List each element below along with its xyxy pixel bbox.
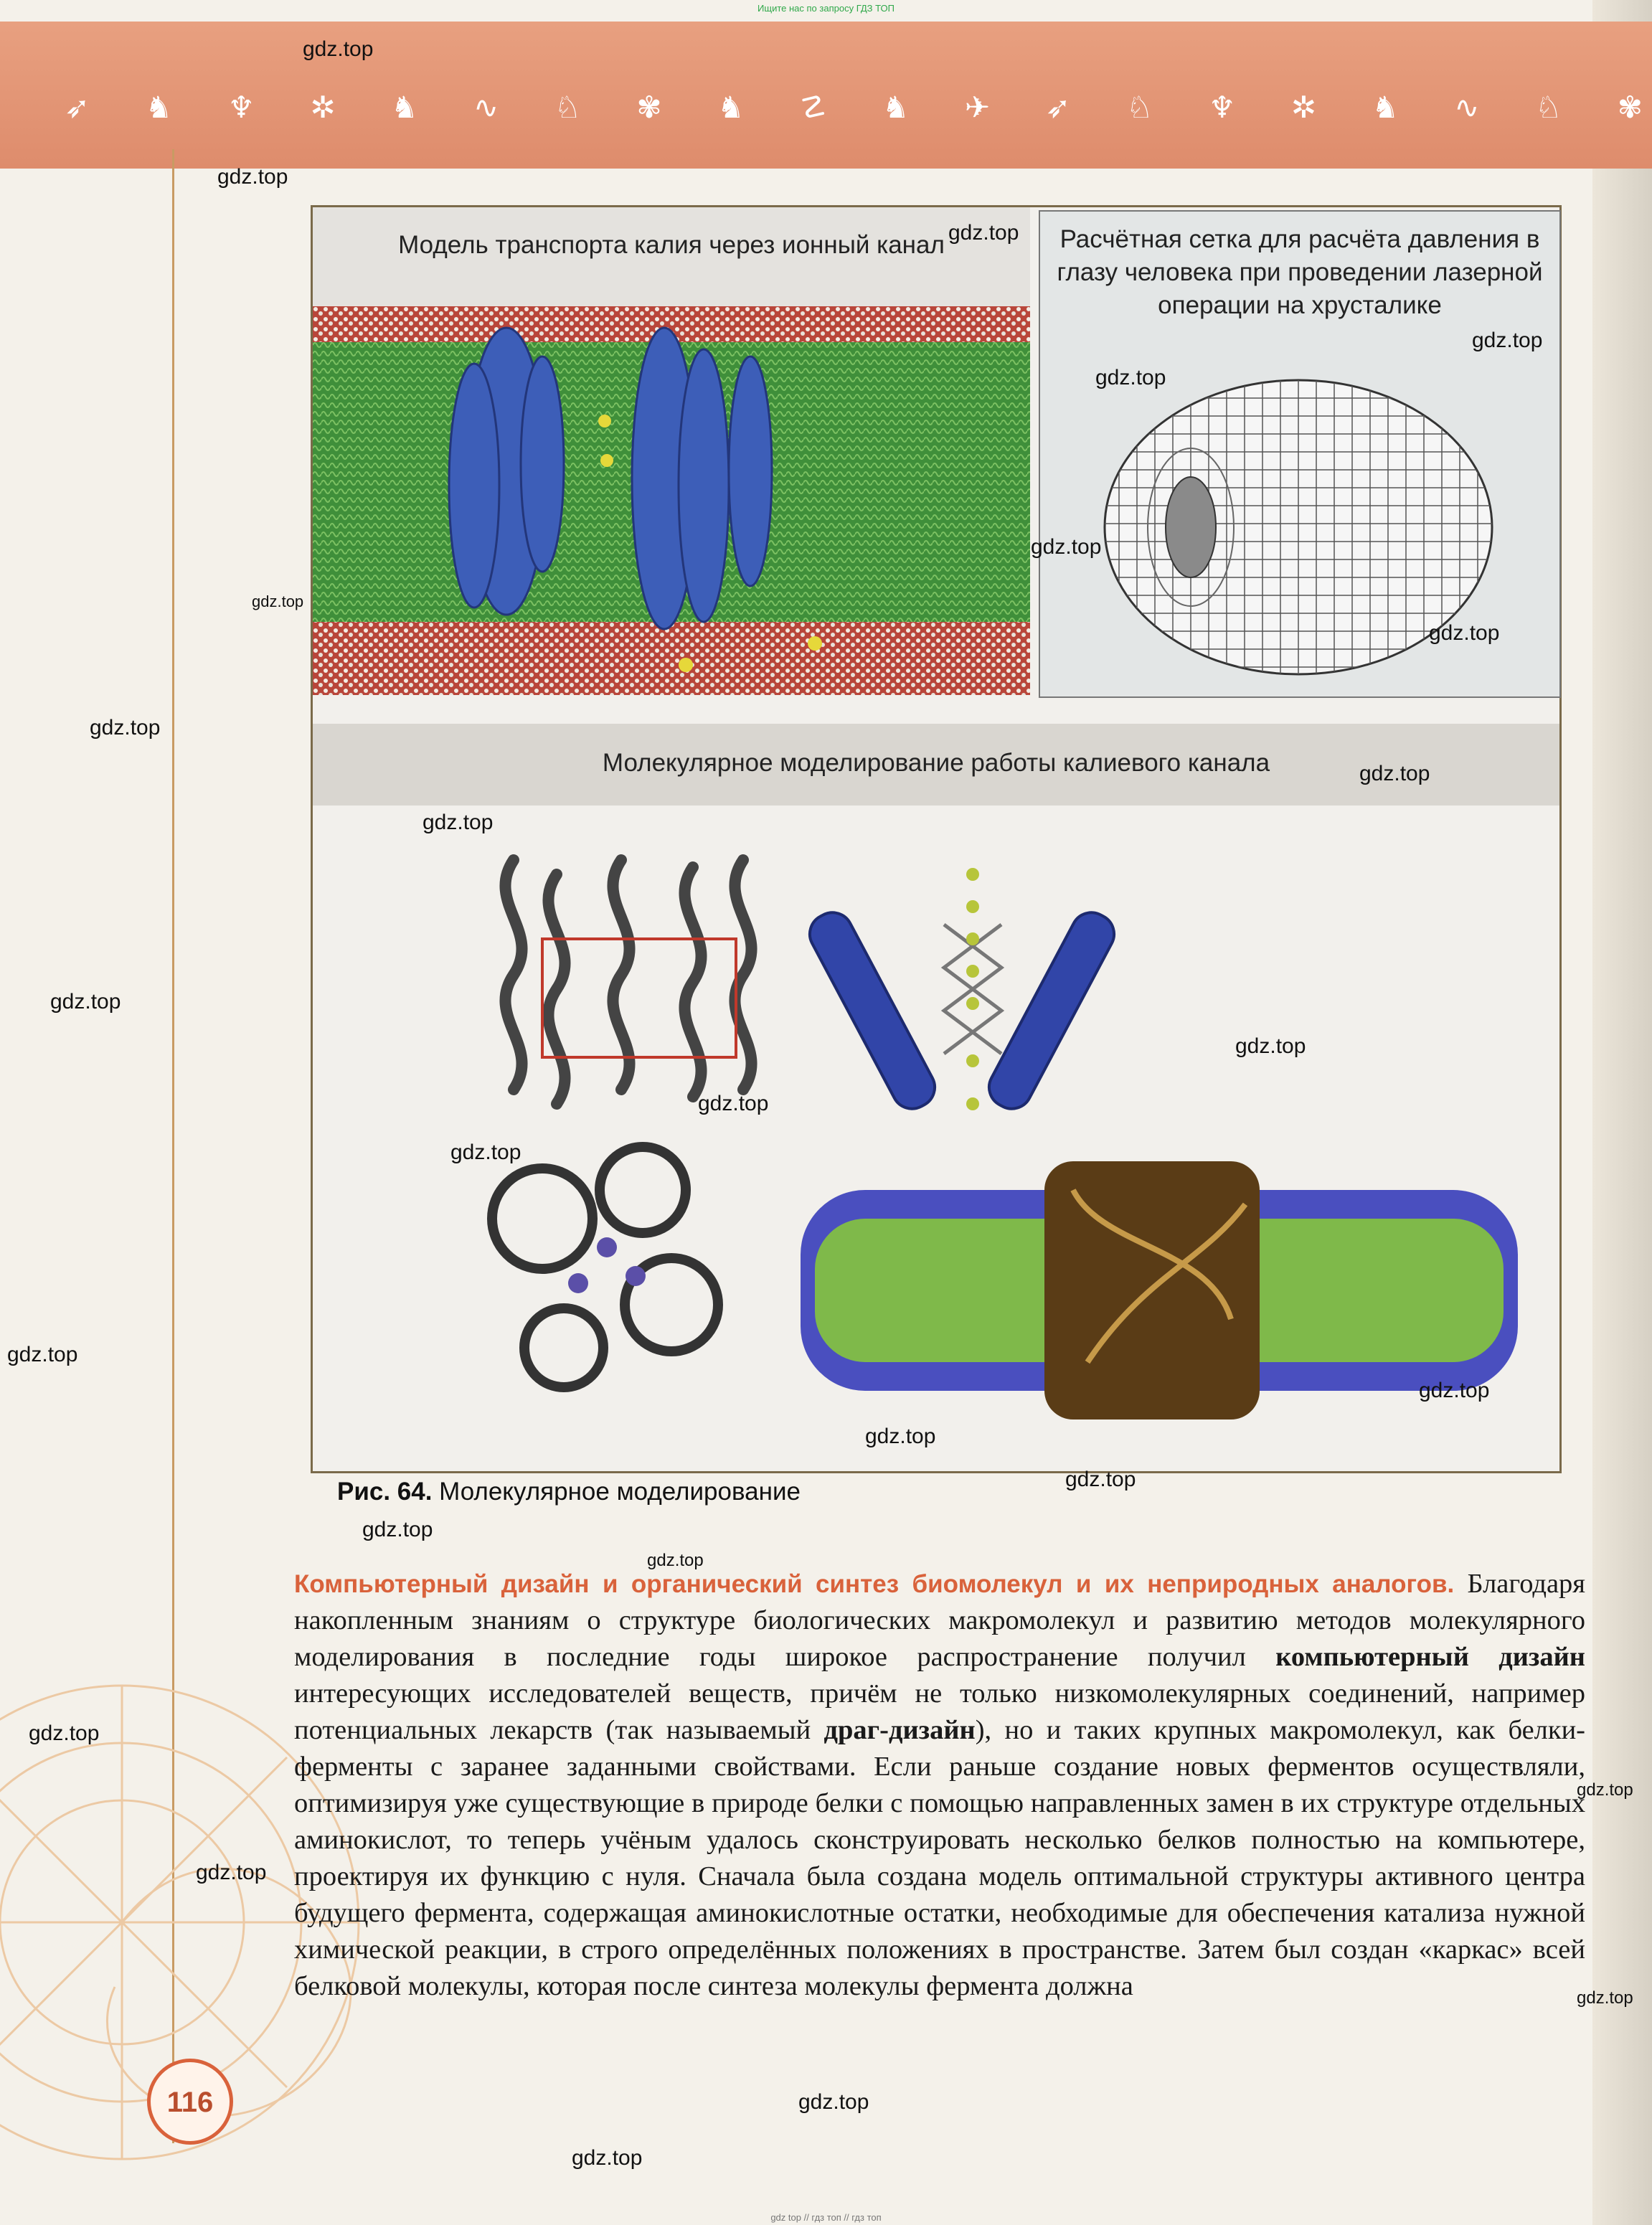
watermark: gdz.top (196, 1861, 267, 1884)
section-heading: Компьютерный дизайн и органический синтез биомолекул и их неприродных аналогов. (294, 1570, 1455, 1598)
body-text-2: интересующих исследователей веществ, причём не только низкомолекулярных соединений, например потенциальных лекарств (так называемый (294, 1678, 1585, 1745)
page-edge-shadow (1592, 0, 1652, 2225)
watermark: gdz.top (303, 37, 374, 61)
watermark: gdz.top (572, 2146, 643, 2170)
panel-potassium-transport (313, 207, 1030, 695)
boar-icon: ♞ (390, 90, 418, 125)
term-computer-design: компьютерный дизайн (1275, 1642, 1585, 1672)
horse-icon: ♞ (882, 90, 910, 125)
panel2-title: Расчётная сетка для расчёта давления в глазу человека при проведении лазерной операции на хрусталике (1057, 225, 1543, 319)
watermark: gdz.top (1472, 329, 1543, 352)
watermark: gdz.top (698, 1092, 769, 1115)
boar-icon: ♞ (1372, 90, 1399, 125)
watermark: gdz.top (29, 1721, 100, 1745)
insect-icon: ✲ (1290, 90, 1317, 125)
animal-silhouette-row (65, 86, 1643, 129)
bird-flying-icon: ✈ (964, 90, 991, 125)
scorpion-icon: ☡ (799, 90, 827, 125)
lizard-icon: ∿ (473, 90, 499, 125)
watermark: gdz.top (1031, 535, 1102, 559)
watermark: gdz.top (7, 1343, 78, 1366)
page-number: 116 (147, 2059, 233, 2145)
fish-icon: ➶ (1045, 90, 1071, 125)
watermark: gdz.top (647, 1551, 704, 1570)
watermark: gdz.top (217, 165, 288, 189)
watermark: gdz.top (50, 990, 121, 1014)
butterfly-icon: ✾ (636, 90, 662, 125)
insect-icon: ✲ (310, 90, 336, 125)
term-drug-design: драг-дизайн (823, 1715, 976, 1745)
penguin-icon: ♆ (1208, 90, 1236, 125)
watermark: gdz.top (798, 2090, 869, 2114)
watermark: gdz.top (423, 811, 494, 834)
body-text-1: Благодаря накопленным знаниям о структуре биологических макромолекул и развитию методов молекулярного моделирования в последние годы широкое распространение получил (294, 1569, 1586, 1672)
figure-caption (337, 1478, 801, 1506)
watermark: gdz.top (1577, 1780, 1633, 1800)
bottom-note: gdz top // гдз топ // гдз топ (770, 2212, 882, 2223)
caption-label: Рис. 64. (337, 1478, 433, 1506)
watermark: gdz.top (1419, 1379, 1490, 1402)
membrane-channel-image (313, 306, 1030, 695)
hare-icon: ♘ (1534, 90, 1562, 125)
watermark: gdz.top (1235, 1034, 1306, 1058)
watermark: gdz.top (90, 716, 161, 740)
panel1-title: Модель транспорта калия через ионный канал (398, 231, 945, 259)
butterfly-icon: ✾ (1617, 90, 1643, 125)
deer-icon: ♞ (145, 90, 173, 125)
watermark: gdz.top (450, 1140, 521, 1164)
dolphin-icon: ➶ (65, 90, 90, 125)
watermark: gdz.top (865, 1425, 936, 1448)
lizard-icon: ∿ (1454, 90, 1480, 125)
watermark: gdz.top (948, 221, 1019, 245)
bird-icon: ♆ (227, 90, 255, 125)
watermark: gdz.top (1577, 1988, 1633, 2008)
panel3-title: Молекулярное моделирование работы калиевого канала (602, 749, 1270, 777)
figure-64 (311, 205, 1562, 1473)
watermark: gdz.top (1095, 366, 1166, 389)
hare-icon: ♘ (554, 90, 582, 125)
watermark: gdz.top (252, 592, 304, 610)
body-paragraph (294, 1566, 1585, 2005)
bison-icon: ♞ (717, 90, 745, 125)
body-text-3: ), но и таких крупных макромолекул, как белки-ферменты с заранее заданными свойствами. Если раньше создание новых ферментов осуществляли, оптимизируя уже существующие в природе белки с помощью направленных замен в их структуре отдельных аминокислот, то теперь учёным удалось сконструировать несколько белков полностью на компьютере, проектируя их функцию с нуля. Сначала была создана модель оптимальной структуры активного центра будущего фермента, содержащая аминокислотные остатки, необходимые для обеспечения катализа нужной химической реакции, в строго определённых положениях в пространстве. Затем был создан «каркас» всей белковой молекулы, которая после синтеза молекулы фермента должна (294, 1715, 1585, 2001)
top-note: Ищите нас по запросу ГДЗ ТОП (757, 3, 895, 14)
caption-text: Молекулярное моделирование (439, 1478, 801, 1506)
watermark: gdz.top (1429, 621, 1500, 645)
watermark: gdz.top (1359, 762, 1430, 785)
potassium-channel-models (456, 817, 1532, 1448)
kangaroo-icon: ♘ (1125, 90, 1153, 125)
watermark: gdz.top (362, 1518, 433, 1541)
watermark: gdz.top (1065, 1468, 1136, 1491)
